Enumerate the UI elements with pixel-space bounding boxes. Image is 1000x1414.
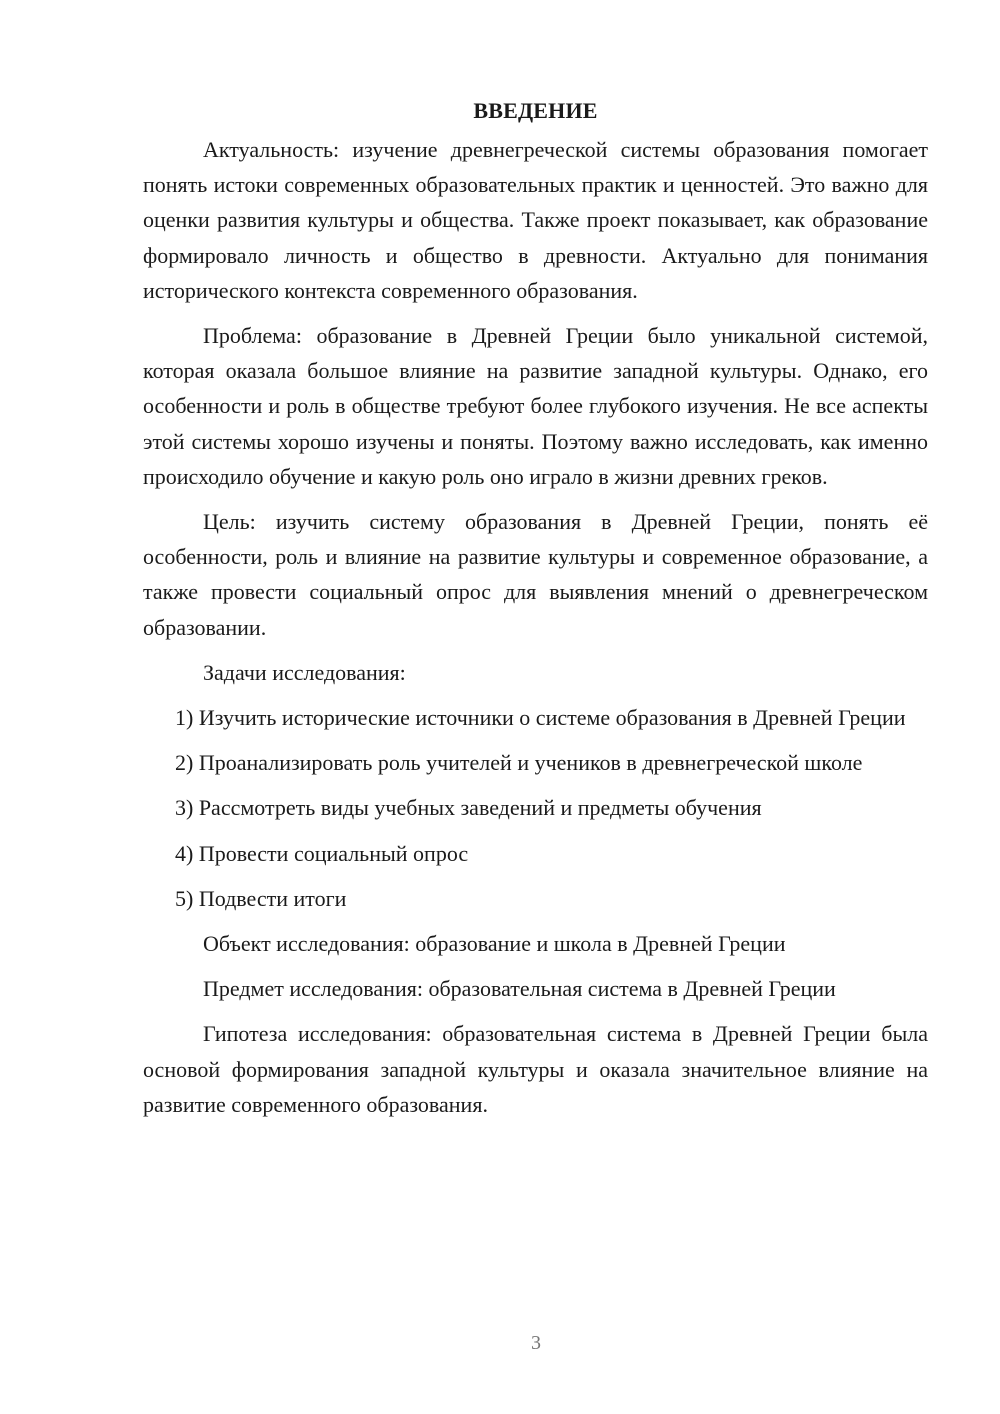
document-page [143,94,928,1132]
goal-paragraph: Цель: изучить систему образования в Древней Греции, понять её особенности, роль и влияние на развитие культуры и современное образование, а также провести социальный опрос для выявления мнений о древнегреческом образовании. [143,509,928,640]
task-item-2: 2) Проанализировать роль учителей и учеников в древнегреческой школе [175,750,863,776]
hypothesis-paragraph: Гипотеза исследования: образовательная система в Древней Греции была основой формирования западной культуры и оказала значительное влияние на развитие современного образования. [143,1021,928,1117]
task-item-4: 4) Провести социальный опрос [175,840,469,866]
object-paragraph: Объект исследования: образование и школа в Древней Греции [203,931,786,957]
page-number: 3 [531,1332,541,1354]
task-item-3: 3) Рассмотреть виды учебных заведений и предметы обучения [175,795,762,821]
task-item-5: 5) Подвести итоги [175,885,347,911]
task-item-1: 1) Изучить исторические источники о системе образования в Древней Греции [175,705,906,731]
subject-paragraph: Предмет исследования: образовательная система в Древней Греции [203,976,836,1002]
section-heading: ВВЕДЕНИЕ [473,98,598,123]
relevance-paragraph: Актуальность: изучение древнегреческой системы образования помогает понять истоки современных образовательных практик и ценностей. Это важно для оценки развития культуры и общества. Также проект показывает, как образование формировало личность и общество в древности. Актуально для понимания исторического контекста современного образования. [143,137,928,303]
problem-paragraph: Проблема: образование в Древней Греции было уникальной системой, которая оказала большое влияние на развитие западной культуры. Однако, его особенности и роль в обществе требуют более глубокого изучения. Не все аспекты этой системы хорошо изучены и поняты. Поэтому важно исследовать, как именно происходило обучение и какую роль оно играло в жизни древних греков. [143,323,928,489]
tasks-title: Задачи исследования: [203,659,406,685]
